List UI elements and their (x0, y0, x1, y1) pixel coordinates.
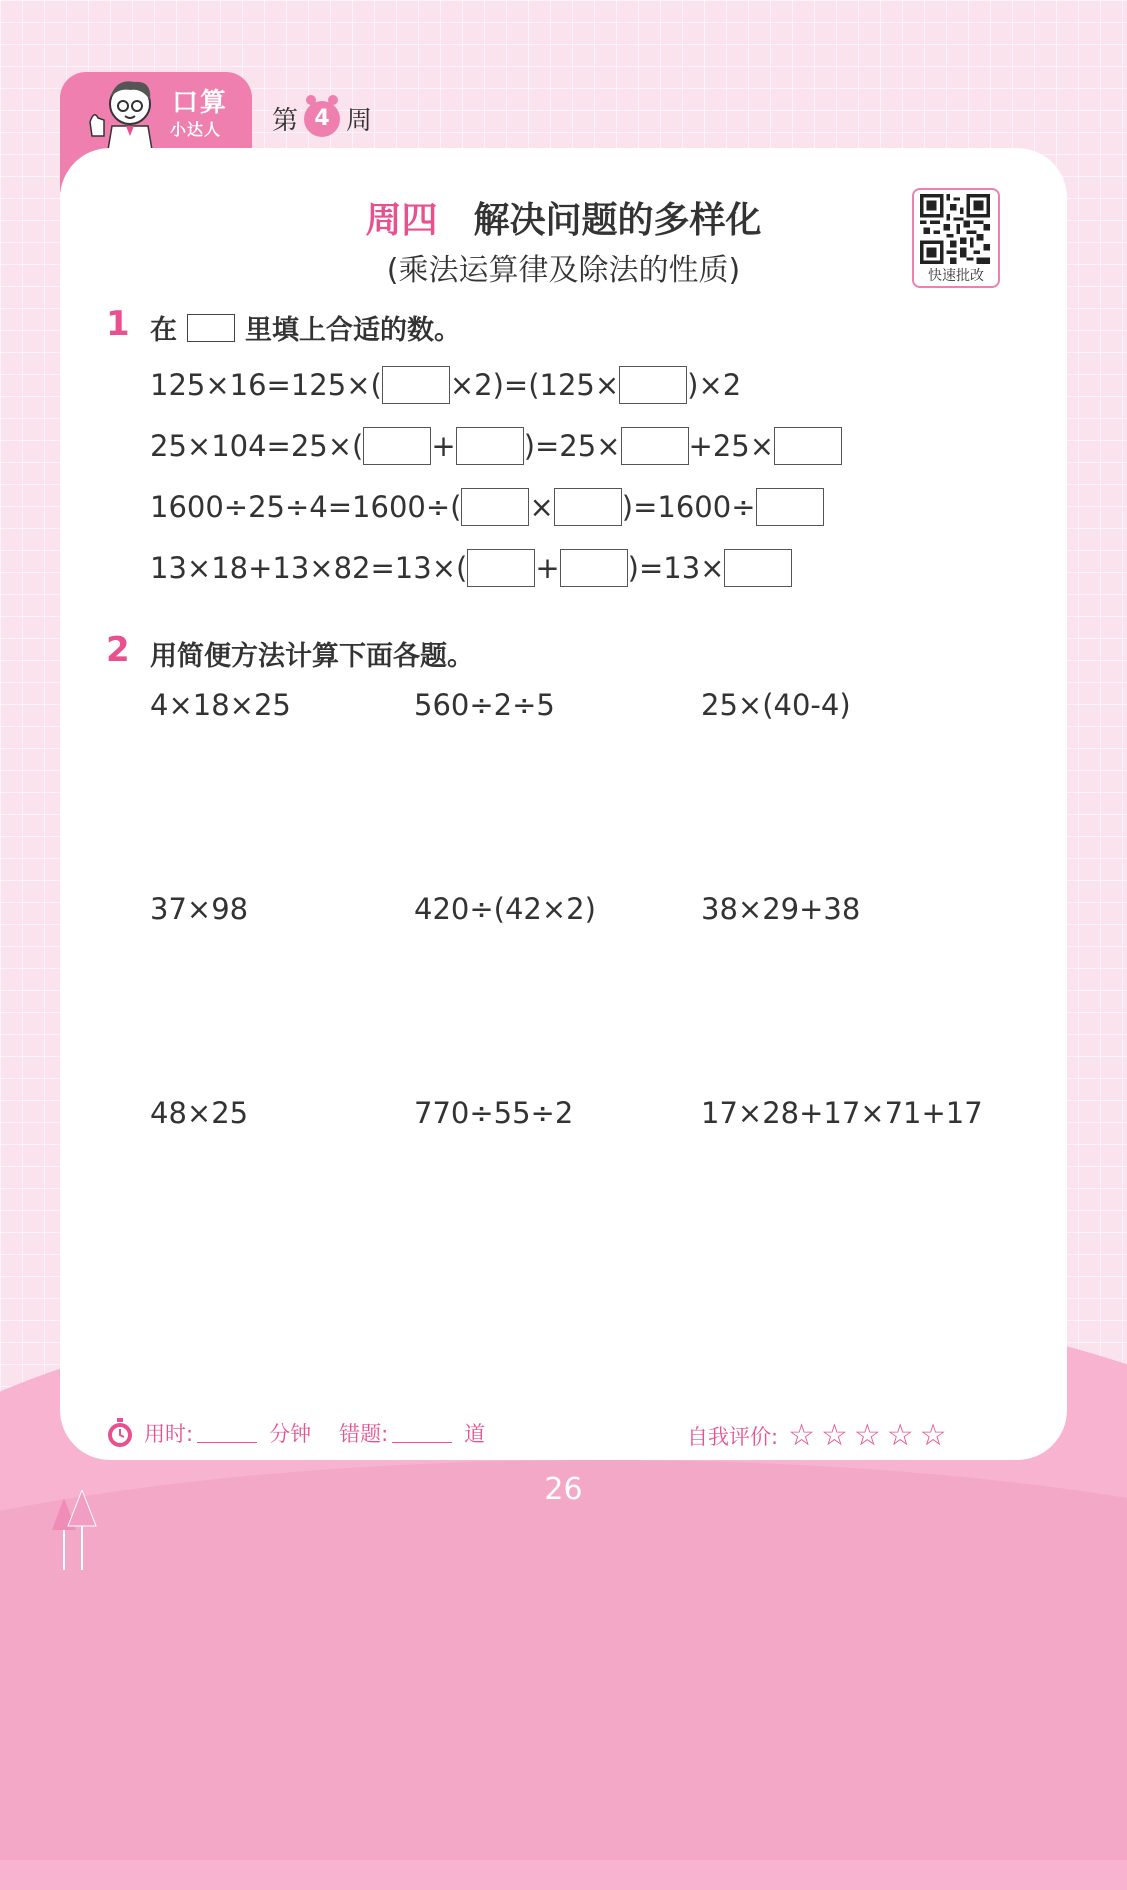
answer-box[interactable] (621, 427, 689, 465)
answer-box[interactable] (467, 549, 535, 587)
equation-text: )=13× (627, 551, 725, 585)
answer-box[interactable] (560, 549, 628, 587)
equation-text: 25×104=25×( (150, 429, 364, 463)
equation-text: )×2 (687, 368, 742, 402)
equation-text: + (431, 429, 456, 463)
qr-label: 快速批改 (928, 268, 984, 284)
tree-decoration-icon (52, 1490, 102, 1570)
title-main: 解决问题的多样化 (473, 200, 762, 241)
equation-text: 13×18+13×82=13×( (150, 551, 468, 585)
question-1-instruction (150, 308, 461, 347)
week-suffix: 周 (346, 106, 373, 136)
calc-problem: 770÷55÷2 (414, 1096, 574, 1130)
time-errors-bar (106, 1418, 485, 1448)
answer-box[interactable] (756, 488, 824, 526)
brand-subtitle: 小达人 (170, 120, 222, 139)
calc-problem: 48×25 (150, 1096, 249, 1130)
answer-box[interactable] (363, 427, 431, 465)
calc-problem: 4×18×25 (150, 688, 291, 722)
errors-label: 错题: (339, 1422, 389, 1446)
equation-row (150, 486, 824, 528)
equation-row (150, 364, 741, 406)
rating-label: 自我评价: (687, 1424, 779, 1449)
answer-box[interactable] (554, 488, 622, 526)
equation-text: 125×16=125×( (150, 368, 382, 402)
qr-code-icon[interactable] (920, 194, 990, 264)
errors-input[interactable] (392, 1424, 452, 1443)
week-indicator (272, 100, 372, 137)
calc-problem: 560÷2÷5 (414, 688, 555, 722)
answer-box[interactable] (456, 427, 524, 465)
equation-row (150, 425, 842, 467)
question-1-prefix: 在 (150, 315, 177, 346)
calc-problem: 37×98 (150, 892, 249, 926)
background-wave-dark (0, 1460, 1127, 1860)
answer-box[interactable] (724, 549, 792, 587)
answer-box[interactable] (619, 366, 687, 404)
answer-box[interactable] (382, 366, 450, 404)
calc-problem: 17×28+17×71+17 (701, 1096, 983, 1130)
mascot-icon (82, 74, 162, 150)
equation-row (150, 547, 792, 589)
title-day: 周四 (365, 200, 438, 241)
rating-stars[interactable]: ☆☆☆☆☆ (788, 1418, 953, 1453)
question-2-instruction: 用简便方法计算下面各题。 (150, 641, 474, 672)
equation-text: +25× (688, 429, 775, 463)
brand-title: 口算 (172, 88, 229, 118)
time-unit: 分钟 (269, 1422, 312, 1446)
page-number: 26 (544, 1472, 583, 1507)
equation-text: + (535, 551, 560, 585)
time-label: 用时: (144, 1422, 194, 1446)
equation-text: )=25× (523, 429, 621, 463)
question-1-suffix: 里填上合适的数。 (245, 315, 461, 346)
page-subtitle: (乘法运算律及除法的性质) (386, 253, 741, 288)
calc-problem: 38×29+38 (701, 892, 861, 926)
question-1-number: 1 (106, 304, 130, 344)
question-2-number: 2 (106, 630, 130, 670)
week-prefix: 第 (272, 106, 299, 136)
equation-text: ×2)=(125× (449, 368, 620, 402)
equation-text: )=1600÷ (621, 490, 756, 524)
answer-box[interactable] (461, 488, 529, 526)
week-number-badge: 4 (304, 101, 340, 137)
equation-text: 1600÷25÷4=1600÷( (150, 490, 462, 524)
answer-box[interactable] (774, 427, 842, 465)
stopwatch-icon (106, 1418, 134, 1448)
self-rating-bar (687, 1418, 953, 1453)
calc-problem: 25×(40-4) (701, 688, 851, 722)
calc-problem: 420÷(42×2) (414, 892, 596, 926)
time-input[interactable] (197, 1424, 257, 1443)
errors-unit: 道 (464, 1422, 486, 1446)
example-blank-box (187, 314, 235, 342)
equation-text: × (529, 490, 554, 524)
